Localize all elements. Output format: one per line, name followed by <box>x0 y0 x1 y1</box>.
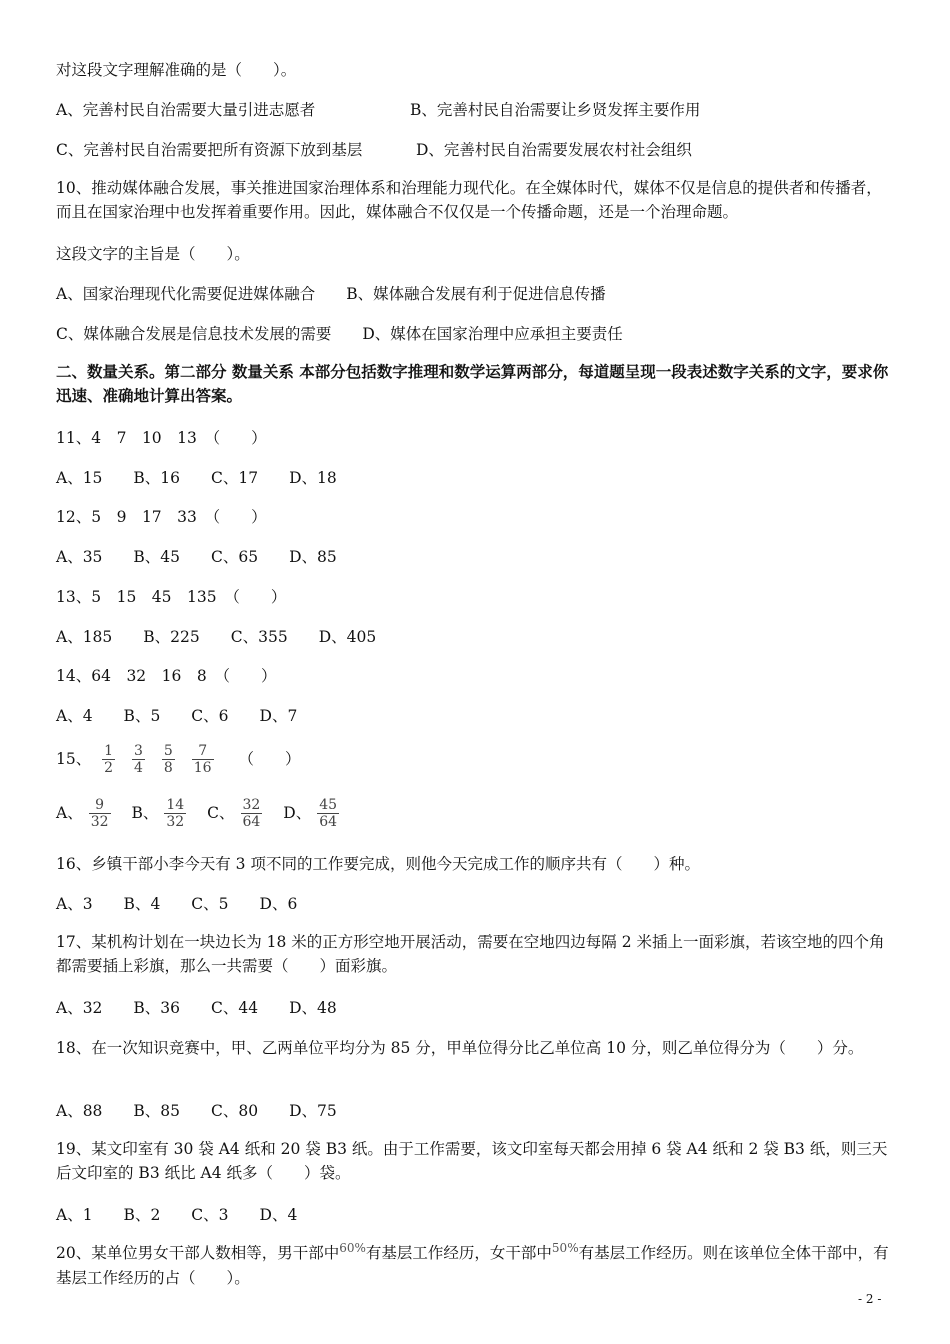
fraction: $\frac{5}{8}$ <box>163 742 173 776</box>
question-stem: 这段文字的主旨是（ ）。 <box>56 245 250 263</box>
options-cd: C、媒体融合发展是信息技术发展的需要 D、媒体在国家治理中应承担主要责任 <box>56 325 623 343</box>
option-c: C、完善村民自治需要把所有资源下放到基层 <box>56 141 363 159</box>
question-17: 17、某机构计划在一块边长为 18 米的正方形空地开展活动，需要在空地四边每隔 2 米插上一面彩旗，若该空地的四个角都需要插上彩旗，那么一共需要（ ）面彩旗。 <box>56 933 885 975</box>
options: A、88 B、85 C、80 D、75 <box>56 1102 337 1120</box>
options: A、 $\frac{9}{32}$ B、 $\frac{14}{32}$ C、 $\frac{32}{64}$ D、 $\frac{45}{64}$ <box>56 796 338 830</box>
question-stem: 对这段文字理解准确的是（ ）。 <box>56 61 297 79</box>
fraction: $\frac{14}{32}$ <box>166 796 185 830</box>
options: A、4 B、5 C、6 D、7 <box>56 707 298 725</box>
page-number: - 2 - <box>858 1292 882 1306</box>
fraction: $\frac{9}{32}$ <box>90 796 109 830</box>
option-d: D、完善村民自治需要发展农村社会组织 <box>416 141 692 159</box>
option-b: B、完善村民自治需要让乡贤发挥主要作用 <box>410 101 701 119</box>
percent: 60% <box>339 1241 366 1255</box>
fraction: $\frac{32}{64}$ <box>242 796 261 830</box>
question-11: 11、4 7 10 13 （ ） <box>56 429 267 447</box>
options: A、3 B、4 C、5 D、6 <box>56 895 298 913</box>
question-14: 14、64 32 16 8 （ ） <box>56 667 277 685</box>
section-heading: 二、数量关系。第二部分 数量关系 本部分包括数字推理和数学运算两部分，每道题呈现一段表述数字关系的文字，要求你迅速、准确地计算出答案。 <box>56 362 889 405</box>
question-12: 12、5 9 17 33 （ ） <box>56 508 267 526</box>
question-20: 20、某单位男女干部人数相等，男干部中$^{60\%}$有基层工作经历，女干部中$^{50\%}$有基层工作经历。则在该单位全体干部中，有基层工作经历的占（ ）。 <box>56 1241 889 1287</box>
options: A、185 B、225 C、355 D、405 <box>56 628 377 646</box>
options: A、1 B、2 C、3 D、4 <box>56 1206 298 1224</box>
question-19: 19、某文印室有 30 袋 A4 纸和 20 袋 B3 纸。由于工作需要，该文印室每天都会用掉 6 袋 A4 纸和 2 袋 B3 纸，则三天后文印室的 B3 纸比 A4 纸多（ ）袋。 <box>56 1140 888 1182</box>
fraction: $\frac{1}{2}$ <box>104 742 114 776</box>
options-ab: A、国家治理现代化需要促进媒体融合 B、媒体融合发展有利于促进信息传播 <box>56 285 606 303</box>
percent: 50% <box>551 1241 579 1255</box>
question-10: 10、推动媒体融合发展，事关推进国家治理体系和治理能力现代化。在全媒体时代，媒体不仅是信息的提供者和传播者，而且在国家治理中也发挥着重要作用。因此，媒体融合不仅仅是一个传播命题，还是一个治理命题。 <box>56 179 882 221</box>
options: A、32 B、36 C、44 D、48 <box>56 999 337 1017</box>
option-a: A、完善村民自治需要大量引进志愿者 <box>56 101 316 119</box>
question-number: 15、 <box>56 750 92 768</box>
answer-blank: （ ） <box>238 750 301 768</box>
fraction: $\frac{45}{64}$ <box>319 796 338 830</box>
fraction: $\frac{7}{16}$ <box>193 742 212 776</box>
fraction: $\frac{3}{4}$ <box>134 742 143 776</box>
question-16: 16、乡镇干部小李今天有 3 项不同的工作要完成，则他今天完成工作的顺序共有（ ）种。 <box>56 855 700 873</box>
question-18: 18、在一次知识竞赛中，甲、乙两单位平均分为 85 分，甲单位得分比乙单位高 10 分，则乙单位得分为（ ）分。 <box>56 1039 864 1057</box>
question-13: 13、5 15 45 135 （ ） <box>56 588 287 606</box>
options: A、15 B、16 C、17 D、18 <box>56 469 337 487</box>
options: A、35 B、45 C、65 D、85 <box>56 548 337 566</box>
question-15 <box>56 740 301 777</box>
